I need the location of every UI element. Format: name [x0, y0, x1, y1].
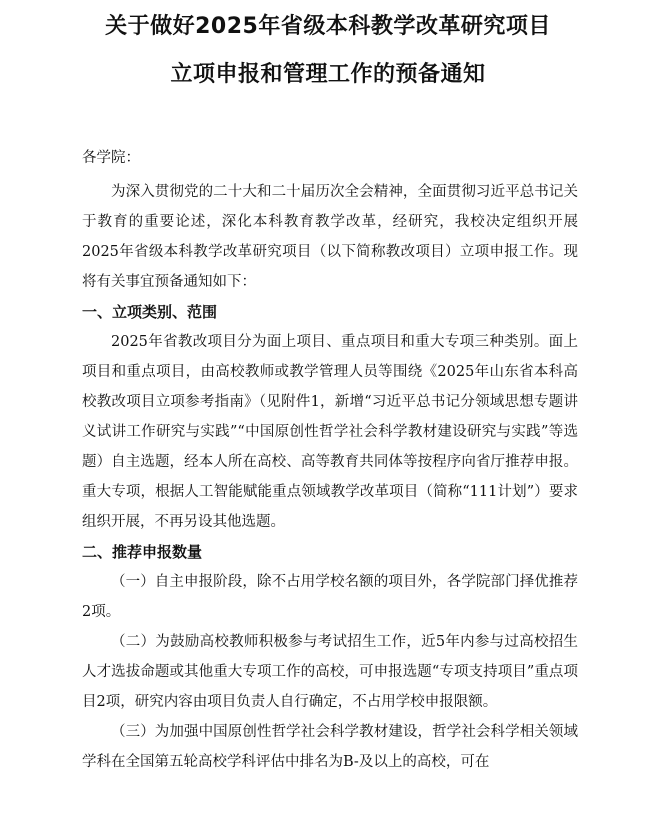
document-title-line-2: 立项申报和管理工作的预备通知	[170, 62, 486, 87]
quota-item-2: （二）为鼓励高校教师积极参与考试招生工作，近5年内参与过高校招生人才选拔命题或其他重大专项工作的高校，可申报选题“专项支持项目”重点项目2项，研究内容由项目负责人自行确定，不占用学校申报限额。	[82, 634, 578, 710]
document-title-line-1: 关于做好2025年省级本科教学改革研究项目	[105, 14, 551, 39]
quota-item-3: （三）为加强中国原创性哲学社会科学教材建设，哲学社会科学相关领域学科在全国第五轮高校学科评估中排名为B-及以上的高校，可在	[82, 724, 578, 770]
intro-paragraph: 为深入贯彻党的二十大和二十届历次全会精神，全面贯彻习近平总书记关于教育的重要论述，深化本科教育教学改革，经研究，我校决定组织开展2025年省级本科教学改革研究项目（以下简称教改项目）立项申报工作。现将有关事宜预备通知如下：	[82, 184, 578, 290]
quota-item-1: （一）自主申报阶段，除不占用学校名额的项目外，各学院部门择优推荐2项。	[82, 574, 578, 620]
section-scope-paragraph: 2025年省教改项目分为面上项目、重点项目和重大专项三种类别。面上项目和重点项目，由高校教师或教学管理人员等围绕《2025年山东省本科高校教改项目立项参考指南》（见附件1，新增“习近平总书记分领域思想专题讲义试讲工作研究与实践”“中国原创性哲学社会科学教材建设研究与实践”等选题）自主选题，经本人所在高校、高等教育共同体等按程序向省厅推荐申报。重大专项，根据人工智能赋能重点领域教学改革项目（简称“111计划”）要求组织开展，不再另设其他选题。	[82, 334, 578, 530]
section-heading-quota: 二、推荐申报数量	[82, 543, 203, 561]
document-body	[82, 143, 578, 777]
salutation: 各学院：	[82, 150, 140, 166]
section-heading-scope: 一、立项类别、范围	[82, 303, 218, 321]
